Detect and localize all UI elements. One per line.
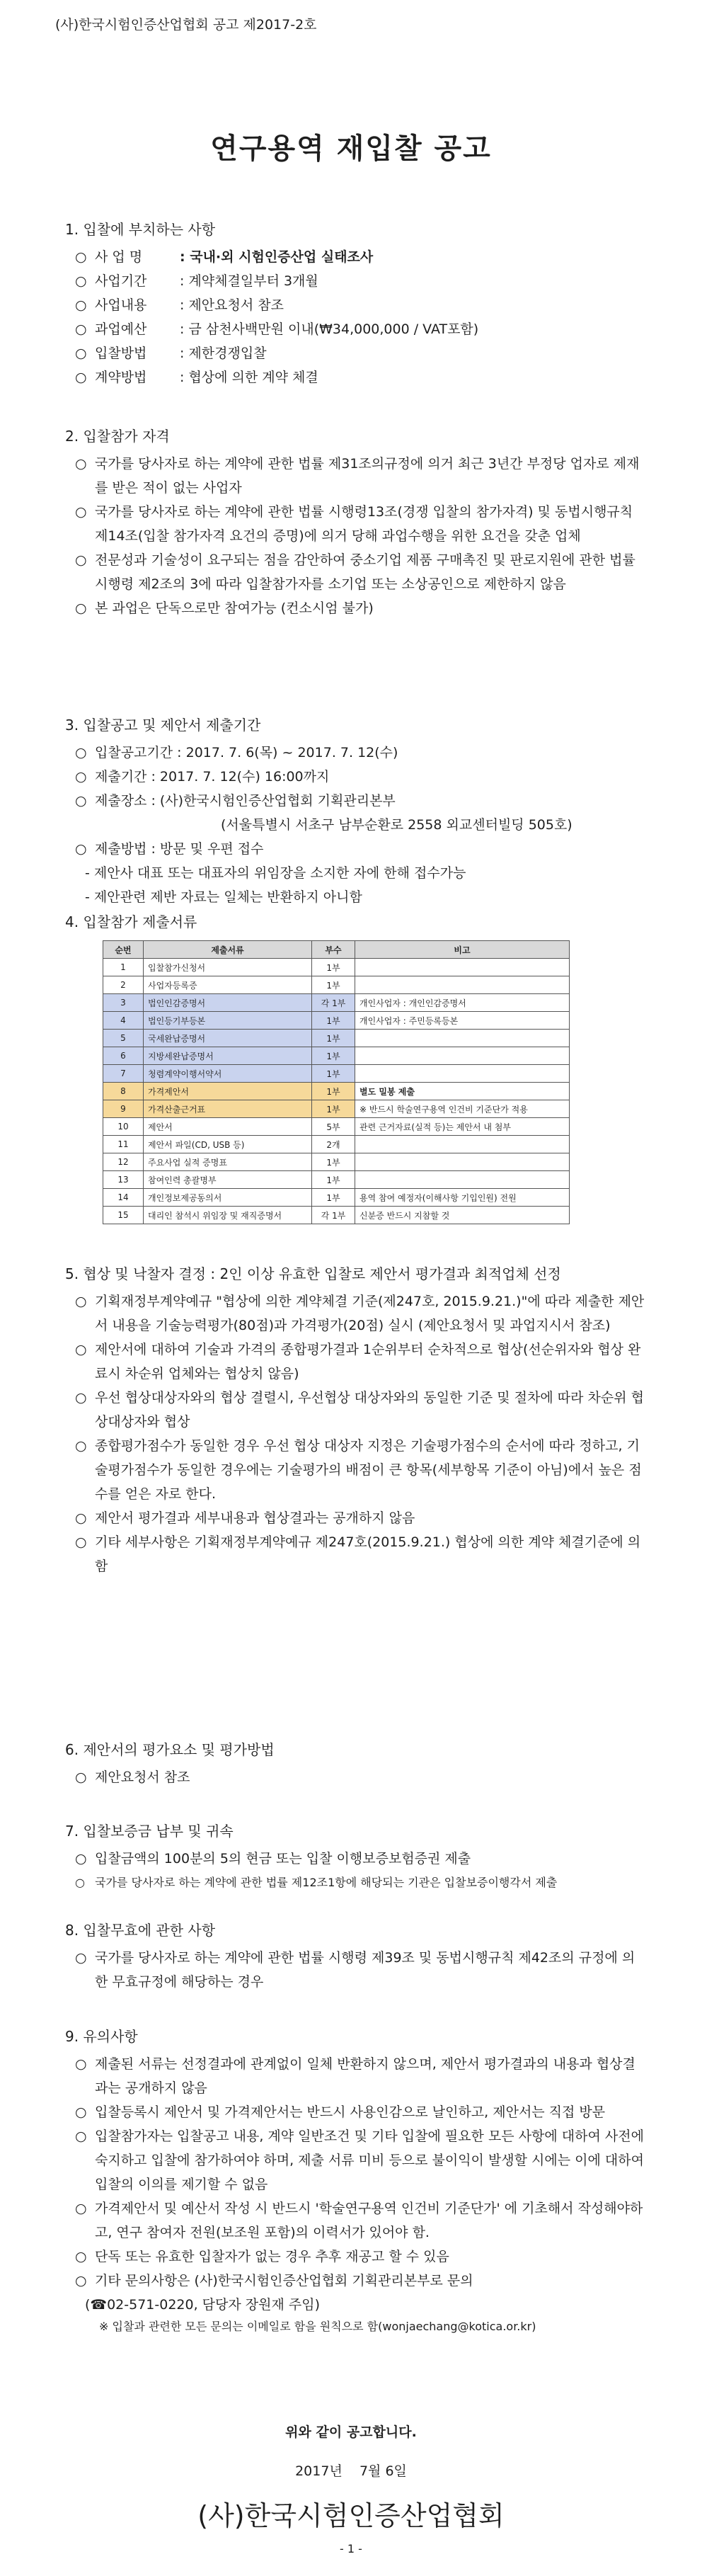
- table-row: 3 법인인감증명서 각 1부 개인사업자 : 개인인감증명서: [103, 994, 570, 1012]
- list-item: ○ 종합평가점수가 동일한 경우 우선 협상 대상자 지정은 기술평가점수의 순서에 따라 정하고, 기술평가점수가 동일한 경우에는 기술평가의 배점이 큰 항목(세부항목 기준이 아님)에서 높은 점수를 얻은 자로 한다.: [75, 1438, 642, 1502]
- column-header: 순번: [103, 941, 144, 959]
- list-item: ○ 제출장소 : (사)한국시험인증산업협회 기획관리본부: [75, 793, 396, 809]
- section-3-heading: 3. 입찰공고 및 제안서 제출기간: [65, 717, 261, 734]
- section-4: [65, 912, 647, 937]
- table-row: 2 사업자등록증 1부: [103, 976, 570, 994]
- list-item: ○ 입찰공고기간 : 2017. 7. 6(목) ~ 2017. 7. 12(수): [75, 745, 398, 760]
- section-4-heading: 4. 입찰참가 제출서류: [65, 913, 197, 930]
- section-8-heading: 8. 입찰무효에 관한 사항: [65, 1922, 216, 1939]
- table-row: 10 제안서 5부 관련 근거자료(실적 등)는 제안서 내 첨부: [103, 1118, 570, 1136]
- table-row: 6 지방세완납증명서 1부: [103, 1047, 570, 1065]
- list-item: ○ 기획재정부계약예규 "협상에 의한 계약체결 기준(제247호, 2015.9.21.)"에 따라 제출한 제안서 내용을 기술능력평가(80점)과 가격평가(20점) 실시 (제안요청서 및 과업지시서 참조): [75, 1294, 645, 1333]
- column-header: 비고: [355, 941, 570, 959]
- list-item: ○ 기타 세부사항은 기획재정부계약예규 제247호(2015.9.21.) 협상에 의한 계약 체결기준에 의함: [75, 1534, 641, 1574]
- section-1-heading: 1. 입찰에 부치하는 사항: [65, 221, 216, 238]
- organization-name: (사)한국시험인증산업협회: [197, 2500, 505, 2531]
- list-item: ○ 사업내용 : 제안요청서 참조: [75, 297, 284, 313]
- section-2: [65, 426, 647, 620]
- list-item: ○ 사 업 명 : 국내·외 시험인증산업 실태조사: [75, 249, 374, 265]
- list-item: ○ 제안요청서 참조: [75, 1769, 190, 1785]
- section-1: [65, 220, 647, 389]
- address: (서울특별시 서초구 남부순환로 2558 외교센터빌딩 505호): [221, 817, 572, 833]
- table-row: 12 주요사업 실적 증명표 1부: [103, 1153, 570, 1171]
- section-6-heading: 6. 제안서의 평가요소 및 평가방법: [65, 1741, 275, 1758]
- table-row: 9 가격산출근거표 1부 ※ 반드시 학술연구용역 인건비 기준단가 적용: [103, 1100, 570, 1118]
- list-item: ○ 국가를 당사자로 하는 계약에 관한 법률 시행령 제39조 및 동법시행규칙 제42조의 규정에 의한 무효규정에 해당하는 경우: [75, 1950, 635, 1990]
- column-header: 제출서류: [144, 941, 312, 959]
- table-row: 4 법인등기부등본 1부 개인사업자 : 주민등록등본: [103, 1012, 570, 1030]
- section-7-heading: 7. 입찰보증금 납부 및 귀속: [65, 1823, 234, 1840]
- list-item: ○ 계약방법 : 협상에 의한 계약 체결: [75, 370, 318, 385]
- list-item: ○ 제출된 서류는 선정결과에 관계없이 일체 반환하지 않으며, 제안서 평가결과의 내용과 협상결과는 공개하지 않음: [75, 2056, 635, 2096]
- section-5: [65, 1264, 647, 1578]
- closing-statement: 위와 같이 공고합니다.: [285, 2424, 417, 2440]
- section-7: [65, 1821, 647, 1895]
- section-9: [65, 2027, 647, 2337]
- list-item: ○ 제안서에 대하여 기술과 가격의 종합평가결과 1순위부터 순차적으로 협상(선순위자와 협상 완료시 차순위 업체와는 협상치 않음): [75, 1342, 641, 1381]
- table-row: 15 대리인 참석시 위임장 및 재직증명서 각 1부 신분증 반드시 지참할 것: [103, 1207, 570, 1224]
- section-3: [65, 715, 647, 909]
- page-title: 연구용역 재입찰 공고: [210, 132, 492, 165]
- list-item: ○ 과업예산 : 금 삼천사백만원 이내(₩34,000,000 / VAT포함): [75, 321, 479, 337]
- footnote: ※ 입찰과 관련한 모든 문의는 이메일로 함을 원칙으로 함(wonjaechang@kotica.or.kr): [99, 2320, 536, 2333]
- table-row: 11 제안서 파일(CD, USB 등) 2개: [103, 1136, 570, 1153]
- list-item: ○ 본 과업은 단독으로만 참여가능 (컨소시엄 불가): [75, 600, 374, 616]
- closing-date: 2017년 7월 6일: [295, 2463, 407, 2479]
- section-2-heading: 2. 입찰참가 자격: [65, 428, 170, 445]
- table-header-row: [103, 941, 570, 959]
- list-item: ○ 사업기간 : 계약체결일부터 3개월: [75, 273, 318, 289]
- section-9-heading: 9. 유의사항: [65, 2028, 138, 2045]
- section-8: [65, 1920, 647, 1994]
- list-item: ○ 제출기간 : 2017. 7. 12(수) 16:00까지: [75, 769, 330, 785]
- table-row: 14 개인정보제공동의서 1부 용역 참여 예정자(이해사항 기입인원) 전원: [103, 1189, 570, 1207]
- list-item: ○ 입찰참가자는 입찰공고 내용, 계약 일반조건 및 기타 입찰에 필요한 모든 사항에 대하여 사전에 숙지하고 입찰에 참가하여야 하며, 제출 서류 미비 등으로 불이익이 발생할 시에는 이에 대하여 입찰의 이의를 제기할 수 없음: [75, 2128, 644, 2192]
- table-row: 8 가격제안서 1부 별도 밀봉 제출: [103, 1083, 570, 1100]
- list-item: ○ 입찰등록시 제안서 및 가격제안서는 반드시 사용인감으로 날인하고, 제안서는 직접 방문: [75, 2104, 606, 2120]
- section-6: [65, 1740, 647, 1789]
- table-row: 7 청렴계약이행서약서 1부: [103, 1065, 570, 1083]
- list-item: ○ 국가를 당사자로 하는 계약에 관한 법률 제31조의규정에 의거 최근 3년간 부정당 업자로 제재를 받은 적이 없는 사업자: [75, 456, 640, 496]
- list-item: ○ 제출방법 : 방문 및 우편 접수: [75, 841, 264, 857]
- column-header: 부수: [312, 941, 355, 959]
- table-row: 5 국세완납증명서 1부: [103, 1030, 570, 1047]
- list-item: ○ 기타 문의사항은 (사)한국시험인증산업협회 기획관리본부로 문의: [75, 2273, 473, 2289]
- list-item: ○ 입찰금액의 100분의 5의 현금 또는 입찰 이행보증보험증권 제출: [75, 1851, 471, 1867]
- contact-line: (☎02-571-0220, 담당자 장원재 주임): [85, 2297, 320, 2313]
- table-row: 13 참여인력 총괄명부 1부: [103, 1171, 570, 1189]
- list-item: ○ 가격제안서 및 예산서 작성 시 반드시 '학술연구용역 인건비 기준단가' 에 기초해서 작성해야하고, 연구 참여자 전원(보조원 포함)의 이력서가 있어야 함.: [75, 2201, 643, 2240]
- list-item: ○ 입찰방법 : 제한경쟁입찰: [75, 346, 267, 361]
- list-item: ○ 제안서 평가결과 세부내용과 협상결과는 공개하지 않음: [75, 1510, 415, 1526]
- section-5-heading: 5. 협상 및 낙찰자 결정 : 2인 이상 유효한 입찰로 제안서 평가결과 최적업체 선정: [65, 1265, 561, 1282]
- document-number: (사)한국시험인증산업협회 공고 제2017-2호: [55, 17, 317, 33]
- note-line: - 제안관련 제반 자료는 일체는 반환하지 아니함: [85, 889, 362, 905]
- note-line: - 제안사 대표 또는 대표자의 위임장을 소지한 자에 한해 접수가능: [85, 865, 466, 881]
- list-item: ○ 국가를 당사자로 하는 계약에 관한 법률 제12조1항에 해당되는 기관은 입찰보증이행각서 제출: [75, 1876, 558, 1889]
- documents-table: [103, 940, 570, 1224]
- list-item: ○ 국가를 당사자로 하는 계약에 관한 법률 시행령13조(경쟁 입찰의 참가자격) 및 동법시행규칙 제14조(입찰 참가자격 요건의 증명)에 의거 당해 과업수행을 위한 요건을 갖춘 업체: [75, 504, 633, 544]
- list-item: ○ 전문성과 기술성이 요구되는 점을 감안하여 중소기업 제품 구매촉진 및 판로지원에 관한 법률 시행령 제2조의 3에 따라 입찰참가자를 소기업 또는 소상공인으로 제한하지 않음: [75, 552, 635, 592]
- list-item: ○ 단독 또는 유효한 입찰자가 없는 경우 추후 재공고 할 수 있음: [75, 2249, 449, 2264]
- page-number: - 1 -: [340, 2542, 362, 2555]
- table-row: 1 입찰참가신청서 1부: [103, 959, 570, 976]
- list-item: ○ 우선 협상대상자와의 협상 결렬시, 우선협상 대상자와의 동일한 기준 및 절차에 따라 차순위 협상대상자와 협상: [75, 1390, 644, 1430]
